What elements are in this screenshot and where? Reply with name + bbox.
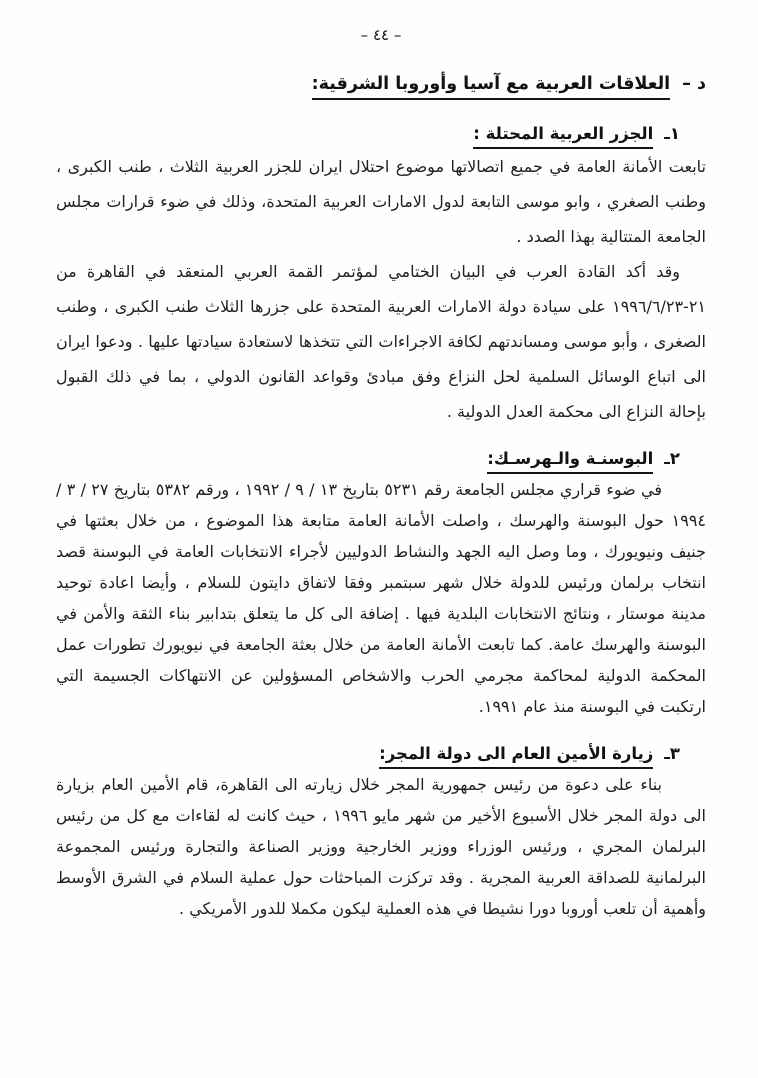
section-title: زيارة الأمين العام الى دولة المجر: — [379, 744, 653, 769]
main-heading-title: العلاقات العربية مع آسيا وأوروبا الشرقية: — [312, 74, 671, 100]
section-heading-bosnia-herzegovina — [56, 449, 706, 474]
section-number: ٣ـ — [664, 744, 680, 763]
page-number: – ٤٤ – — [360, 26, 402, 44]
paragraph: وقد أكد القادة العرب في البيان الختامي لمؤتمر القمة العربي المنعقد في القاهرة من ٢١-١٩٩٦/٦/٢٣ على سيادة دولة الامارات العربية المتحدة على جزرها الثلاث طنب الكبرى ، وطنب الصغرى ، وأبو موسى ومساندتهم لكافة الاجراءات التي تتخذها لاستعادة سيادتها عليها . ودعوا ايران الى اتباع الوسائل السلمية لحل النزاع وفق مبادئ وقواعد القانون الدولي ، بما في ذلك القبول بإحالة النزاع الى محكمة العدل الدولية . — [56, 262, 706, 421]
main-heading-prefix: د – — [682, 74, 706, 94]
section-heading-occupied-islands — [56, 124, 706, 149]
section-title: الجزر العربية المحتلة : — [473, 124, 653, 149]
paragraph: بناء على دعوة من رئيس جمهورية المجر خلال زيارته الى القاهرة، قام الأمين العام بزيارة الى دولة المجر خلال الأسبوع الأخير من شهر مايو ١٩٩٦ ، حيث كانت له لقاءات مع كل من رئيس البرلمان المجري ، ورئيس الوزراء ووزير الخارجية ووزير الصناعة والتجارة ورئيس المجموعة البرلمانية للصداقة العربية المجرية . وقد تركزت المباحثات حول عملية السلام في الشرق الأوسط وأهمية أن تلعب أوروبا دورا نشيطا في هذه العملية ليكون مكملا للدور الأمريكي . — [56, 775, 707, 918]
section-number: ٢ـ — [664, 449, 680, 468]
paragraph: في ضوء قراري مجلس الجامعة رقم ٥٢٣١ بتاريخ ١٣ / ٩ / ١٩٩٢ ، ورقم ٥٣٨٢ بتاريخ ٢٧ / ٣ / ١٩٩٤ حول البوسنة والهرسك ، واصلت الأمانة العامة متابعة هذا الموضوع ، من خلال بعثتها في جنيف ونيويورك ، وما وصل اليه الجهد والنشاط الدوليين لأجراء الانتخابات العامة في البوسنة قصد انتخاب برلمان ورئيس للدولة خلال شهر سبتمبر وفقا لاتفاق دايتون للسلام ، وأيضا اعادة توحيد مدينة موستار ، ونتائج الانتخابات البلدية فيها . إضافة الى كل ما يتعلق بتدابير بناء الثقة والأمن في البوسنة والهرسك عامة. كما تابعت الأمانة العامة من خلال بعثة الجامعة في نيويورك تطورات عمل المحكمة الدولية لمحاكمة مجرمي الحرب والاشخاص المسؤولين عن الانتهاكات الجسيمة التي ارتكبت في البوسنة منذ عام ١٩٩١. — [56, 480, 706, 716]
section-heading-hungary-visit — [56, 744, 706, 769]
section-number: ١ـ — [664, 124, 680, 143]
main-heading — [56, 74, 706, 100]
section-title: البوسنـة والـهرسـك: — [487, 449, 653, 474]
paragraph: تابعت الأمانة العامة في جميع اتصالاتها موضوع احتلال ايران للجزر العربية الثلاث ، طنب الكبرى ، وطنب الصغري ، وابو موسى التابعة لدول الامارات العربية المتحدة، وذلك في ضوء قرارات مجلس الجامعة المتتالية بهذا الصدد . — [56, 157, 706, 246]
